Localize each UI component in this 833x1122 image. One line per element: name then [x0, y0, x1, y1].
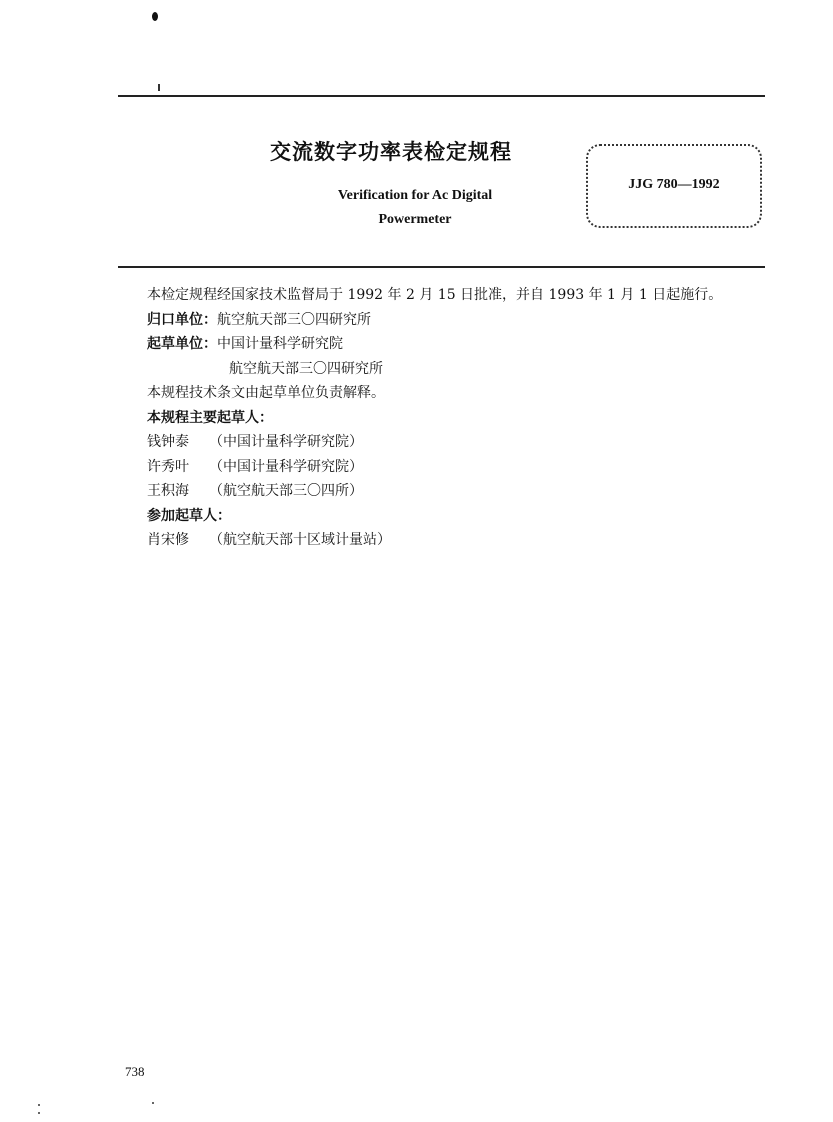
- drafter-name: 许秀叶: [147, 458, 189, 475]
- main-drafters-label: 本规程主要起草人：: [147, 409, 273, 426]
- title-en-line-2: Powermeter: [378, 212, 452, 227]
- title-en-line-1: Verification for Ac Digital: [337, 188, 493, 203]
- header-rule-top: [118, 95, 765, 97]
- drafting-unit-label: 起草单位：: [147, 336, 217, 352]
- drafting-unit-line: [147, 332, 777, 357]
- ink-dot: [152, 12, 158, 21]
- scan-speck: [152, 1102, 154, 1104]
- drafter-org: （中国计量科学研究院）: [209, 434, 363, 450]
- drafter-org: （航空航天部三〇四所）: [209, 483, 363, 499]
- document-body: [147, 283, 777, 553]
- document-title-en: [300, 184, 530, 232]
- standard-code-box: [586, 144, 762, 228]
- drafter-org: （中国计量科学研究院）: [209, 458, 363, 475]
- responsible-unit: 航空航天部三〇四研究所: [217, 311, 371, 328]
- participant-org: （航空航天部十区域计量站）: [209, 532, 391, 548]
- participant-row: [147, 528, 777, 553]
- responsible-unit-line: [147, 308, 777, 333]
- page-number: 738: [125, 1064, 145, 1079]
- header-rule-bottom: [118, 266, 765, 268]
- participant-name: 肖宋修: [147, 532, 189, 548]
- margin-mark: [158, 84, 160, 91]
- drafter-row: [147, 430, 777, 455]
- drafting-unit-2: 航空航天部三〇四研究所: [229, 360, 383, 377]
- interpretation-statement: 本规程技术条文由起草单位负责解释。: [147, 385, 385, 401]
- scan-speck: [38, 1112, 40, 1114]
- drafter-name: 钱钟泰: [147, 434, 189, 450]
- approval-statement: 本检定规程经国家技术监督局于 1992 年 2 月 15 日批准，并自 1993 年 1 月 1 日起施行。: [147, 287, 723, 303]
- document-title-cn: 交流数字功率表检定规程: [270, 140, 512, 164]
- scan-speck: [38, 1104, 40, 1106]
- responsible-unit-label: 归口单位：: [147, 311, 217, 328]
- participants-label: 参加起草人：: [147, 507, 231, 524]
- drafting-unit-1: 中国计量科学研究院: [217, 336, 343, 352]
- drafter-row: [147, 455, 777, 480]
- standard-code: JJG 780—1992: [628, 177, 720, 192]
- drafter-name: 王积海: [147, 483, 189, 499]
- drafter-row: [147, 479, 777, 504]
